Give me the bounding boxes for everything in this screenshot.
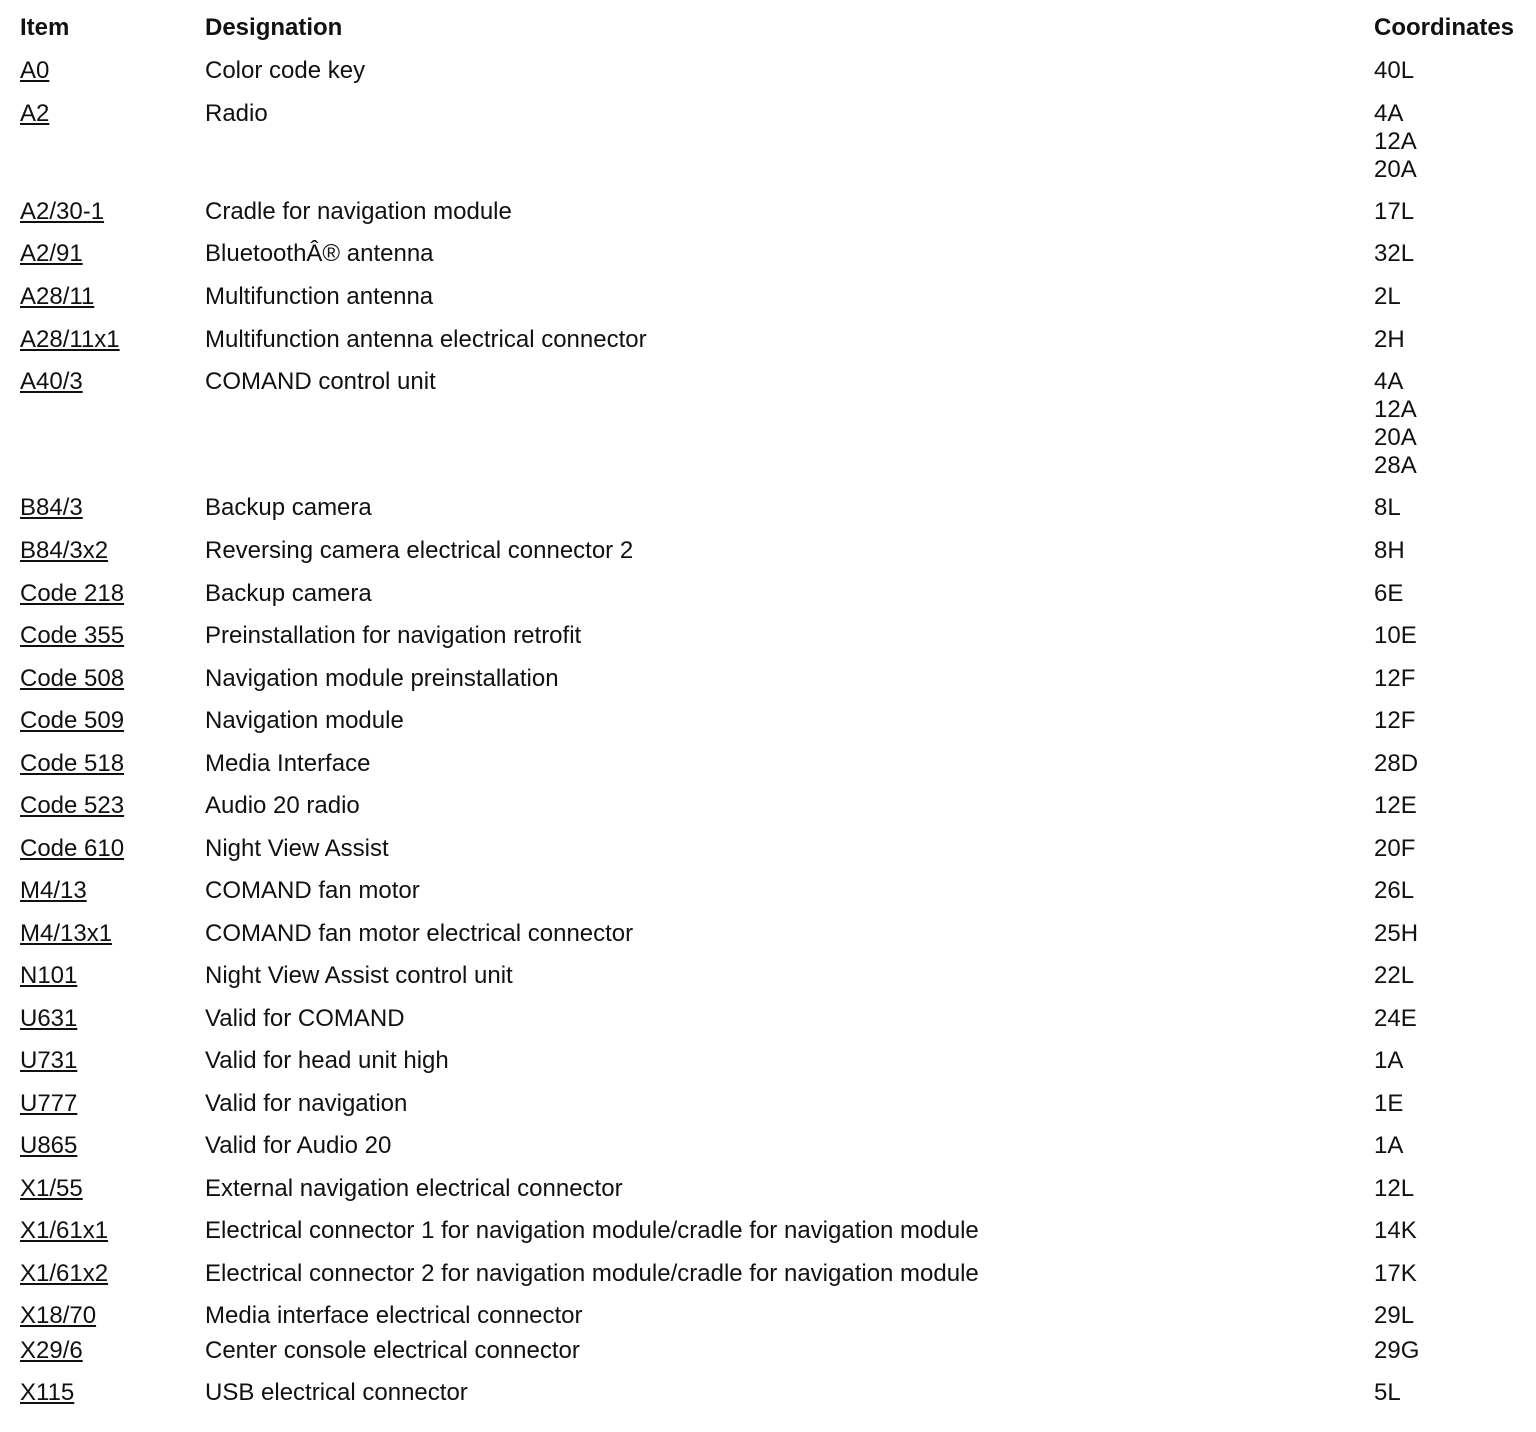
item-link[interactable]: X1/55 bbox=[20, 1175, 83, 1202]
coordinate-value: 12A bbox=[1374, 128, 1417, 155]
coordinate-value: 8L bbox=[1374, 494, 1401, 521]
coordinate-value: 14K bbox=[1374, 1217, 1417, 1244]
designation-text: Valid for head unit high bbox=[205, 1047, 449, 1074]
designation-text: Multifunction antenna electrical connector bbox=[205, 326, 647, 353]
coordinates-cell bbox=[1374, 835, 1415, 863]
item-link[interactable]: A40/3 bbox=[20, 368, 83, 395]
designation-text: Color code key bbox=[205, 57, 366, 84]
coordinates-cell bbox=[1374, 1217, 1417, 1245]
header-coordinates: Coordinates bbox=[1374, 14, 1515, 41]
coordinate-value: 1A bbox=[1374, 1047, 1404, 1074]
designation-text: Radio bbox=[205, 100, 268, 127]
coordinates-cell bbox=[1374, 877, 1414, 905]
coordinates-cell bbox=[1374, 198, 1414, 226]
coordinate-value: 12L bbox=[1374, 1175, 1415, 1202]
designation-text: External navigation electrical connector bbox=[205, 1175, 623, 1202]
coordinate-value: 5L bbox=[1374, 1379, 1401, 1406]
coordinates-cell bbox=[1374, 1260, 1417, 1288]
coordinates-cell bbox=[1374, 1132, 1403, 1160]
item-link[interactable]: Code 610 bbox=[20, 835, 125, 862]
coordinates-cell bbox=[1374, 1337, 1419, 1365]
item-link[interactable]: X1/61x1 bbox=[20, 1217, 109, 1244]
coordinate-value: 12F bbox=[1374, 707, 1416, 734]
coordinate-value: 22L bbox=[1374, 962, 1415, 989]
designation-text: Multifunction antenna bbox=[205, 283, 434, 310]
coordinate-value: 2L bbox=[1374, 283, 1401, 310]
coordinates-cell bbox=[1374, 1175, 1414, 1203]
coordinates-cell bbox=[1374, 750, 1418, 778]
coordinate-value: 28D bbox=[1374, 750, 1419, 777]
coordinate-value: 4A bbox=[1374, 368, 1404, 395]
item-link[interactable]: X29/6 bbox=[20, 1337, 83, 1364]
coordinates-cell bbox=[1374, 283, 1401, 311]
designation-text: Electrical connector 1 for navigation module/cradle for navigation module bbox=[205, 1217, 979, 1244]
item-link[interactable]: Code 523 bbox=[20, 792, 125, 819]
designation-text: USB electrical connector bbox=[205, 1379, 468, 1406]
item-link[interactable]: Code 509 bbox=[20, 707, 125, 734]
designation-text: Electrical connector 2 for navigation module/cradle for navigation module bbox=[205, 1260, 979, 1287]
item-link[interactable]: N101 bbox=[20, 962, 78, 989]
coordinate-value: 2H bbox=[1374, 326, 1405, 353]
item-link[interactable]: A28/11x1 bbox=[20, 326, 120, 353]
designation-text: Valid for COMAND bbox=[205, 1005, 405, 1032]
coordinate-value: 20A bbox=[1374, 156, 1417, 183]
coordinates-cell bbox=[1374, 1302, 1414, 1330]
coordinates-cell bbox=[1374, 240, 1414, 268]
coordinate-value: 24E bbox=[1374, 1005, 1417, 1032]
item-link[interactable]: U865 bbox=[20, 1132, 78, 1159]
coordinate-value: 1A bbox=[1374, 1132, 1404, 1159]
coordinate-value: 12E bbox=[1374, 792, 1417, 819]
coordinate-value: 40L bbox=[1374, 57, 1415, 84]
designation-text: Navigation module bbox=[205, 707, 404, 734]
coordinate-value: 12F bbox=[1374, 665, 1416, 692]
coordinate-value: 29G bbox=[1374, 1337, 1420, 1364]
item-link[interactable]: Code 218 bbox=[20, 580, 125, 607]
designation-text: Navigation module preinstallation bbox=[205, 665, 559, 692]
item-link[interactable]: U631 bbox=[20, 1005, 78, 1032]
item-link[interactable]: Code 508 bbox=[20, 665, 125, 692]
item-link[interactable]: X1/61x2 bbox=[20, 1260, 109, 1287]
designation-text: Valid for Audio 20 bbox=[205, 1132, 392, 1159]
designation-text: Media interface electrical connector bbox=[205, 1302, 583, 1329]
designation-text: Center console electrical connector bbox=[205, 1337, 580, 1364]
coordinates-cell bbox=[1374, 707, 1415, 735]
coordinate-value: 1E bbox=[1374, 1090, 1404, 1117]
coordinates-cell bbox=[1374, 962, 1414, 990]
coordinates-cell bbox=[1374, 580, 1403, 608]
designation-text: Reversing camera electrical connector 2 bbox=[205, 537, 634, 564]
designation-text: Media Interface bbox=[205, 750, 371, 777]
coordinate-value: 26L bbox=[1374, 877, 1415, 904]
coordinates-cell bbox=[1374, 1090, 1403, 1118]
coordinates-cell bbox=[1374, 368, 1417, 480]
coordinates-cell bbox=[1374, 665, 1415, 693]
item-link[interactable]: U731 bbox=[20, 1047, 78, 1074]
coordinate-value: 17K bbox=[1374, 1260, 1417, 1287]
designation-text: BluetoothÂ® antenna bbox=[205, 240, 434, 267]
coordinates-cell bbox=[1374, 100, 1417, 184]
designation-text: Night View Assist control unit bbox=[205, 962, 513, 989]
coordinate-value: 32L bbox=[1374, 240, 1415, 267]
item-link[interactable]: A28/11 bbox=[20, 283, 95, 310]
coordinate-value: 29L bbox=[1374, 1302, 1415, 1329]
item-link[interactable]: B84/3x2 bbox=[20, 537, 109, 564]
item-link[interactable]: Code 355 bbox=[20, 622, 125, 649]
item-link[interactable]: X18/70 bbox=[20, 1302, 97, 1329]
item-link[interactable]: A2 bbox=[20, 100, 50, 127]
designation-text: Preinstallation for navigation retrofit bbox=[205, 622, 582, 649]
coordinates-cell bbox=[1374, 1005, 1417, 1033]
coordinates-cell bbox=[1374, 792, 1417, 820]
item-link[interactable]: X115 bbox=[20, 1379, 75, 1406]
item-link[interactable]: A2/30-1 bbox=[20, 198, 105, 225]
coordinate-value: 4A bbox=[1374, 100, 1404, 127]
coordinate-value: 8H bbox=[1374, 537, 1405, 564]
item-link[interactable]: A0 bbox=[20, 57, 50, 84]
coordinates-cell bbox=[1374, 1379, 1401, 1407]
header-designation: Designation bbox=[205, 14, 343, 41]
coordinates-cell bbox=[1374, 326, 1405, 354]
coordinates-cell bbox=[1374, 57, 1414, 85]
item-link[interactable]: U777 bbox=[20, 1090, 78, 1117]
coordinate-value: 20A bbox=[1374, 424, 1417, 451]
coordinates-cell bbox=[1374, 537, 1405, 565]
designation-text: Cradle for navigation module bbox=[205, 198, 512, 225]
coordinates-cell bbox=[1374, 920, 1418, 948]
coordinates-cell bbox=[1374, 1047, 1403, 1075]
designation-text: COMAND fan motor bbox=[205, 877, 420, 904]
item-link[interactable]: Code 518 bbox=[20, 750, 125, 777]
coordinate-value: 25H bbox=[1374, 920, 1419, 947]
designation-text: COMAND control unit bbox=[205, 368, 436, 395]
header-item: Item bbox=[20, 14, 70, 41]
coordinate-value: 12A bbox=[1374, 396, 1417, 423]
item-link[interactable]: A2/91 bbox=[20, 240, 83, 267]
designation-text: Night View Assist bbox=[205, 835, 389, 862]
designation-text: Backup camera bbox=[205, 580, 372, 607]
coordinates-cell bbox=[1374, 622, 1417, 650]
item-link[interactable]: B84/3 bbox=[20, 494, 83, 521]
coordinate-value: 10E bbox=[1374, 622, 1417, 649]
coordinate-value: 28A bbox=[1374, 452, 1417, 479]
designation-text: Backup camera bbox=[205, 494, 372, 521]
designation-text: Valid for navigation bbox=[205, 1090, 408, 1117]
coordinate-value: 20F bbox=[1374, 835, 1416, 862]
designation-text: COMAND fan motor electrical connector bbox=[205, 920, 634, 947]
item-link[interactable]: M4/13x1 bbox=[20, 920, 113, 947]
item-link[interactable]: M4/13 bbox=[20, 877, 87, 904]
coordinates-cell bbox=[1374, 494, 1401, 522]
coordinate-value: 17L bbox=[1374, 198, 1415, 225]
designation-text: Audio 20 radio bbox=[205, 792, 360, 819]
coordinate-value: 6E bbox=[1374, 580, 1404, 607]
